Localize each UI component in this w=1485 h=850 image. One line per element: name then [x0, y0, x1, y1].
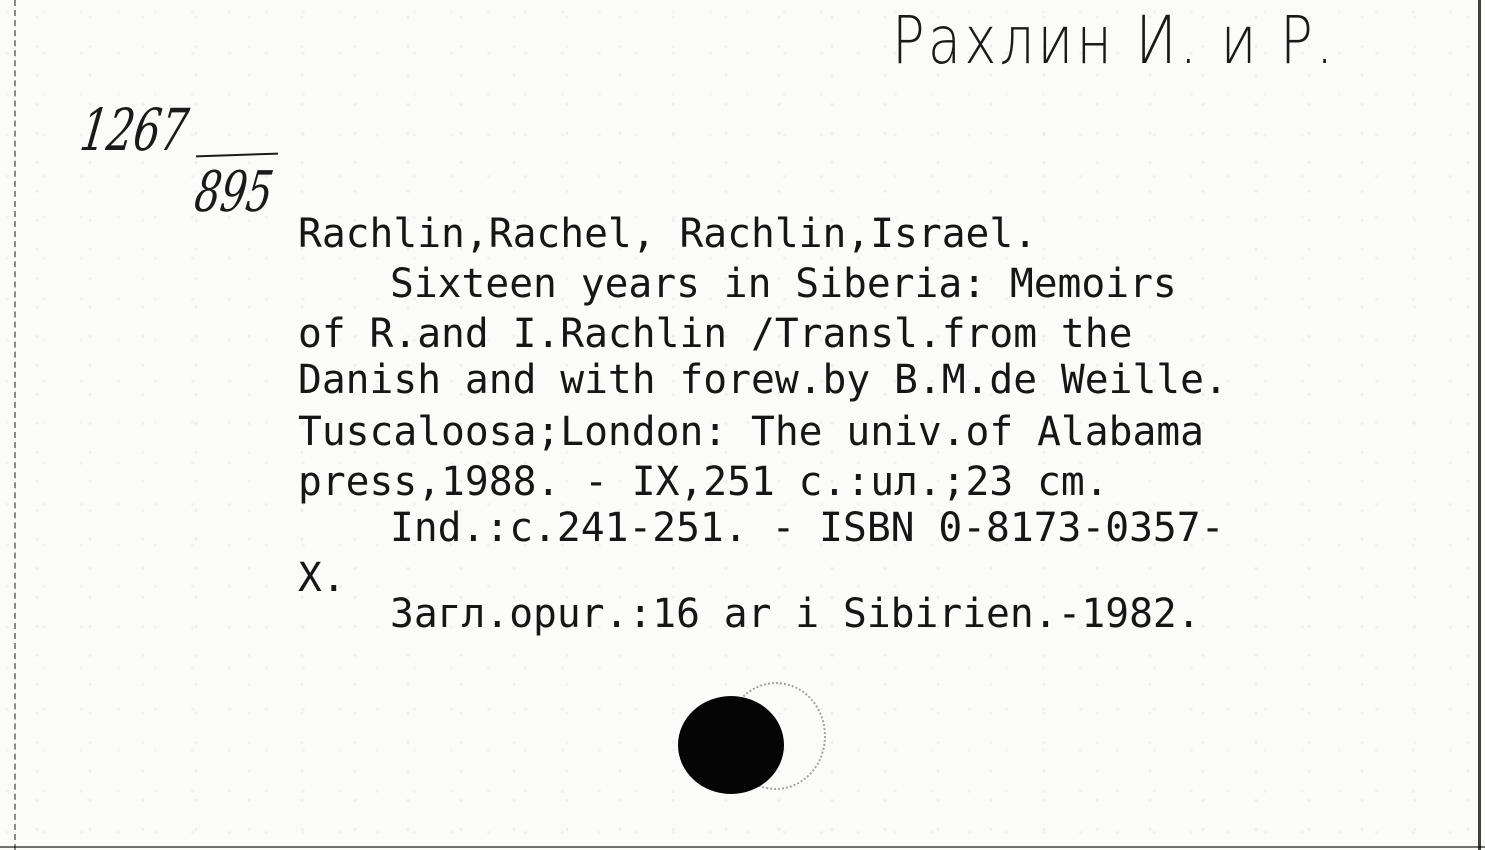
card-left-edge [14, 0, 16, 850]
card-line-physical: press,1988. - IX,251 c.:uл.;23 cm. [298, 459, 1109, 505]
punch-hole [678, 696, 784, 794]
card-line-translation: Danish and with forew.by B.M.de Weille. [298, 357, 1228, 403]
card-line-isbn-check: X. [298, 555, 346, 601]
card-line-isbn: Ind.:c.241-251. - ISBN 0-8173-0357- [390, 505, 1225, 551]
card-line-original-title: Загл.opur.:16 ar i Sibirien.-1982. [390, 591, 1201, 637]
handwritten-author-heading: Рахлин И. и Р. [892, 2, 1337, 79]
handwritten-shelfmark-top: 1267 [76, 96, 193, 164]
handwritten-shelfmark-bottom: 895 [190, 160, 277, 225]
card-line-authors: Rachlin,Rachel, Rachlin,Israel. [298, 211, 1038, 257]
shelfmark-divider [196, 153, 278, 158]
card-bottom-edge [0, 846, 1485, 848]
card-line-statement: of R.and I.Rachlin /Transl.from the [298, 311, 1133, 357]
card-line-title: Sixteen years in Siberia: Memoirs [390, 261, 1177, 307]
card-right-edge [1478, 0, 1481, 850]
card-line-imprint: Tuscaloosa;London: The univ.of Alabama [298, 409, 1204, 455]
